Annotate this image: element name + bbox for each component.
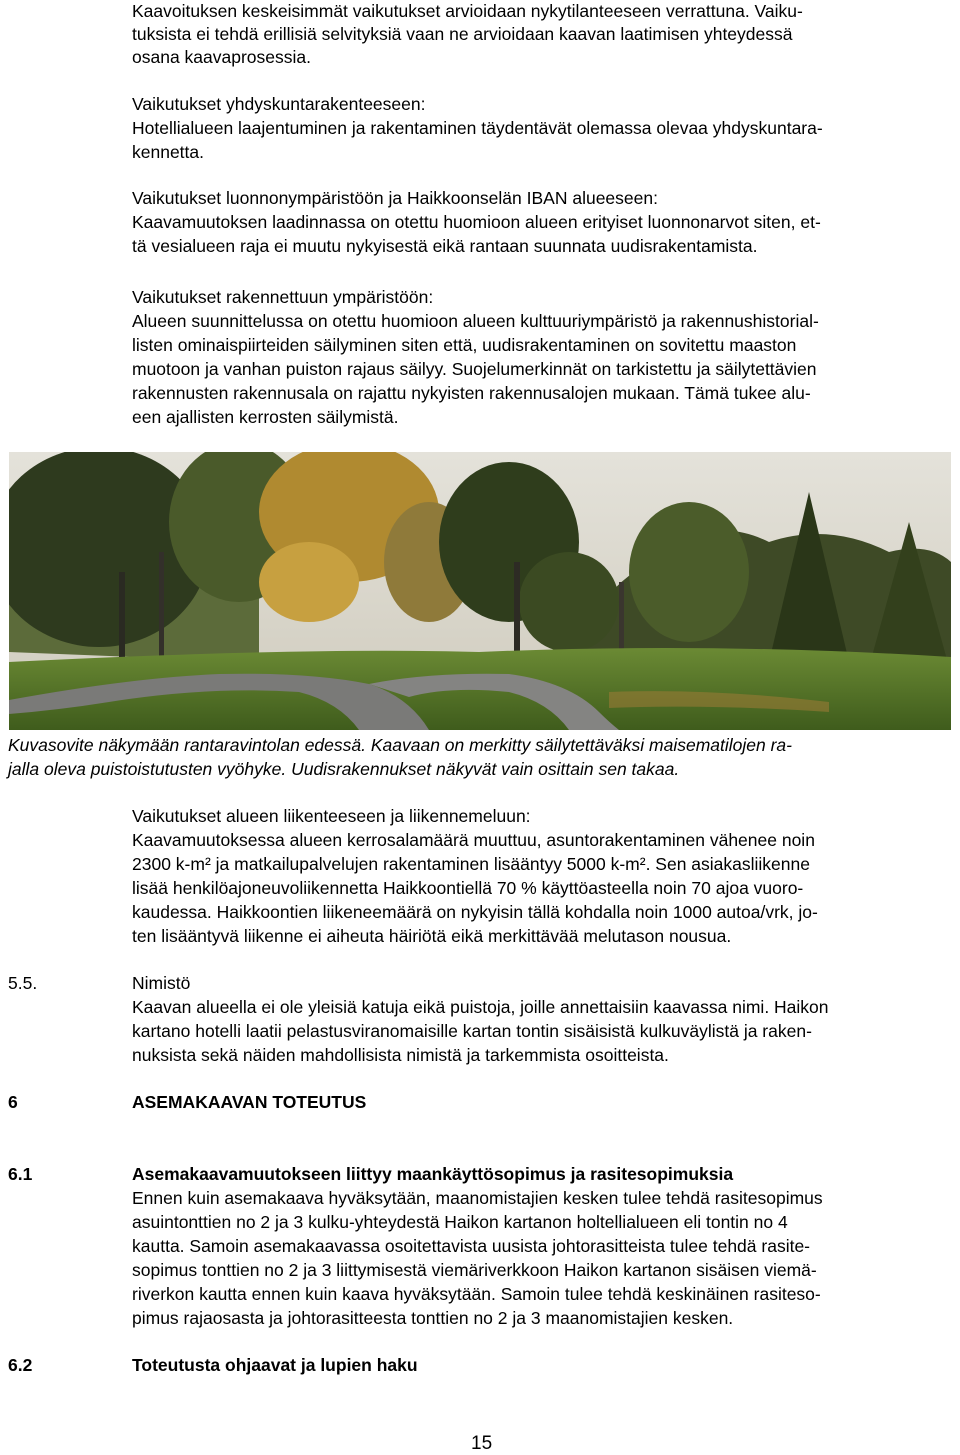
section-5-5-line-3: nuksista sekä näiden mahdollisista nimistä ja tarkemmista osoitteista. bbox=[132, 1045, 669, 1065]
section-6-2-title: Toteutusta ohjaavat ja lupien haku bbox=[132, 1355, 418, 1375]
built-heading: Vaikutukset rakennettuun ympäristöön: bbox=[132, 287, 434, 307]
traffic-line-4: kaudessa. Haikkoontien liikeneemäärä on nykyisin tällä kohdalla noin 1000 autoa/vrk, jo- bbox=[132, 902, 818, 922]
traffic-heading: Vaikutukset alueen liikenteeseen ja liikennemeluun: bbox=[132, 806, 531, 826]
built-line-1: Alueen suunnittelussa on otettu huomioon alueen kulttuuriympäristö ja rakennushistorial- bbox=[132, 311, 819, 331]
built-line-5: een ajallisten kerrosten säilymistä. bbox=[132, 407, 399, 427]
section-6-1-title: Asemakaavamuutokseen liittyy maankäyttösopimus ja rasitesopimuksia bbox=[132, 1164, 734, 1184]
nature-line-2: tä vesialueen raja ei muutu nykyisestä eikä rantaan suunnata uudisrakentamista. bbox=[132, 236, 758, 256]
urban-line-2: kennetta. bbox=[132, 142, 204, 162]
section-6-1-line-2: asuintonttien no 2 ja 3 kulku-yhteydestä Haikon kartanon holtellialueen eli tontin no 4 bbox=[132, 1212, 788, 1232]
built-line-3: muotoon ja vanhan puiston rajaus säilyy. Suojelumerkinnät on tarkistettu ja säilytettävien bbox=[132, 359, 817, 379]
photo-caption-line-1: Kuvasovite näkymään rantaravintolan edessä. Kaavaan on merkitty säilytettäväksi maisematilojen ra- bbox=[8, 735, 792, 755]
section-5-5-title: Nimistö bbox=[132, 973, 191, 993]
intro-line-2: tuksista ei tehdä erillisiä selvityksiä vaan ne arvioidaan kaavan laatimisen yhteydessä bbox=[132, 24, 793, 44]
section-5-5-number: 5.5. bbox=[8, 973, 38, 993]
traffic-line-2: 2300 k-m² ja matkailupalvelujen rakentaminen lisääntyy 5000 k-m². Sen asiakasliikenne bbox=[132, 854, 810, 874]
section-6-1-line-1: Ennen kuin asemakaava hyväksytään, maanomistajien kesken tulee tehdä rasitesopimus bbox=[132, 1188, 823, 1208]
section-5-5-line-2: kartano hotelli laatii pelastusviranomaisille kartan tontin sisäisistä kulkuväylistä ja raken- bbox=[132, 1021, 812, 1041]
traffic-line-3: lisää henkilöajoneuvoliikennetta Haikkoontiellä 70 % käyttöasteella noin 70 ajoa vuoro- bbox=[132, 878, 804, 898]
nature-heading: Vaikutukset luonnonympäristöön ja Haikkoonselän IBAN alueeseen: bbox=[132, 188, 658, 208]
section-6-1-line-3: kautta. Samoin asemakaavassa osoitettavista uusista johtorasitteista tulee tehdä rasite- bbox=[132, 1236, 811, 1256]
section-6-title: ASEMAKAAVAN TOTEUTUS bbox=[132, 1092, 367, 1112]
photo-caption-line-2: jalla oleva puistoistutusten vyöhyke. Uudisrakennukset näkyvät vain osittain sen takaa. bbox=[8, 759, 680, 779]
urban-line-1: Hotellialueen laajentuminen ja rakentaminen täydentävät olemassa olevaa yhdyskuntara- bbox=[132, 118, 823, 138]
section-6-1-line-4: sopimus tonttien no 2 ja 3 liittymisestä viemäriverkkoon Haikon kartanon sisäisen viemä- bbox=[132, 1260, 817, 1280]
intro-line-3: osana kaavaprosessia. bbox=[132, 47, 311, 67]
nature-line-1: Kaavamuutoksen laadinnassa on otettu huomioon alueen erityiset luonnonarvot siten, et- bbox=[132, 212, 821, 232]
built-line-4: rakennusten rakennusala on rajattu nykyisten rakennusalojen mukaan. Tämä tukee alu- bbox=[132, 383, 811, 403]
traffic-line-5: ten lisääntyvä liikenne ei aiheuta häiriötä eikä merkittävää melutason nousua. bbox=[132, 926, 732, 946]
section-6-1-line-6: pimus rajaosasta ja johtorasitteesta tonttien no 2 ja 3 maanomistajien kesken. bbox=[132, 1308, 734, 1328]
section-6-1-line-5: riverkon kautta ennen kuin kaava hyväksytään. Samoin tulee tehdä keskinäinen rasiteso- bbox=[132, 1284, 821, 1304]
section-6-2-number: 6.2 bbox=[8, 1355, 33, 1375]
intro-line-1: Kaavoituksen keskeisimmät vaikutukset arvioidaan nykytilanteeseen verrattuna. Vaiku- bbox=[132, 1, 803, 21]
section-6-1-number: 6.1 bbox=[8, 1164, 33, 1184]
built-line-2: listen ominaispiirteiden säilyminen siten että, uudisrakentaminen on sovitettu maaston bbox=[132, 335, 797, 355]
urban-heading: Vaikutukset yhdyskuntarakenteeseen: bbox=[132, 94, 426, 114]
page-number: 15 bbox=[471, 1433, 493, 1454]
traffic-line-1: Kaavamuutoksessa alueen kerrosalamäärä muuttuu, asuntorakentaminen vähenee noin bbox=[132, 830, 815, 850]
park-photo bbox=[9, 452, 951, 730]
section-6-number: 6 bbox=[8, 1092, 18, 1112]
section-5-5-line-1: Kaavan alueella ei ole yleisiä katuja eikä puistoja, joille annettaisiin kaavassa nimi. Haikon bbox=[132, 997, 829, 1017]
